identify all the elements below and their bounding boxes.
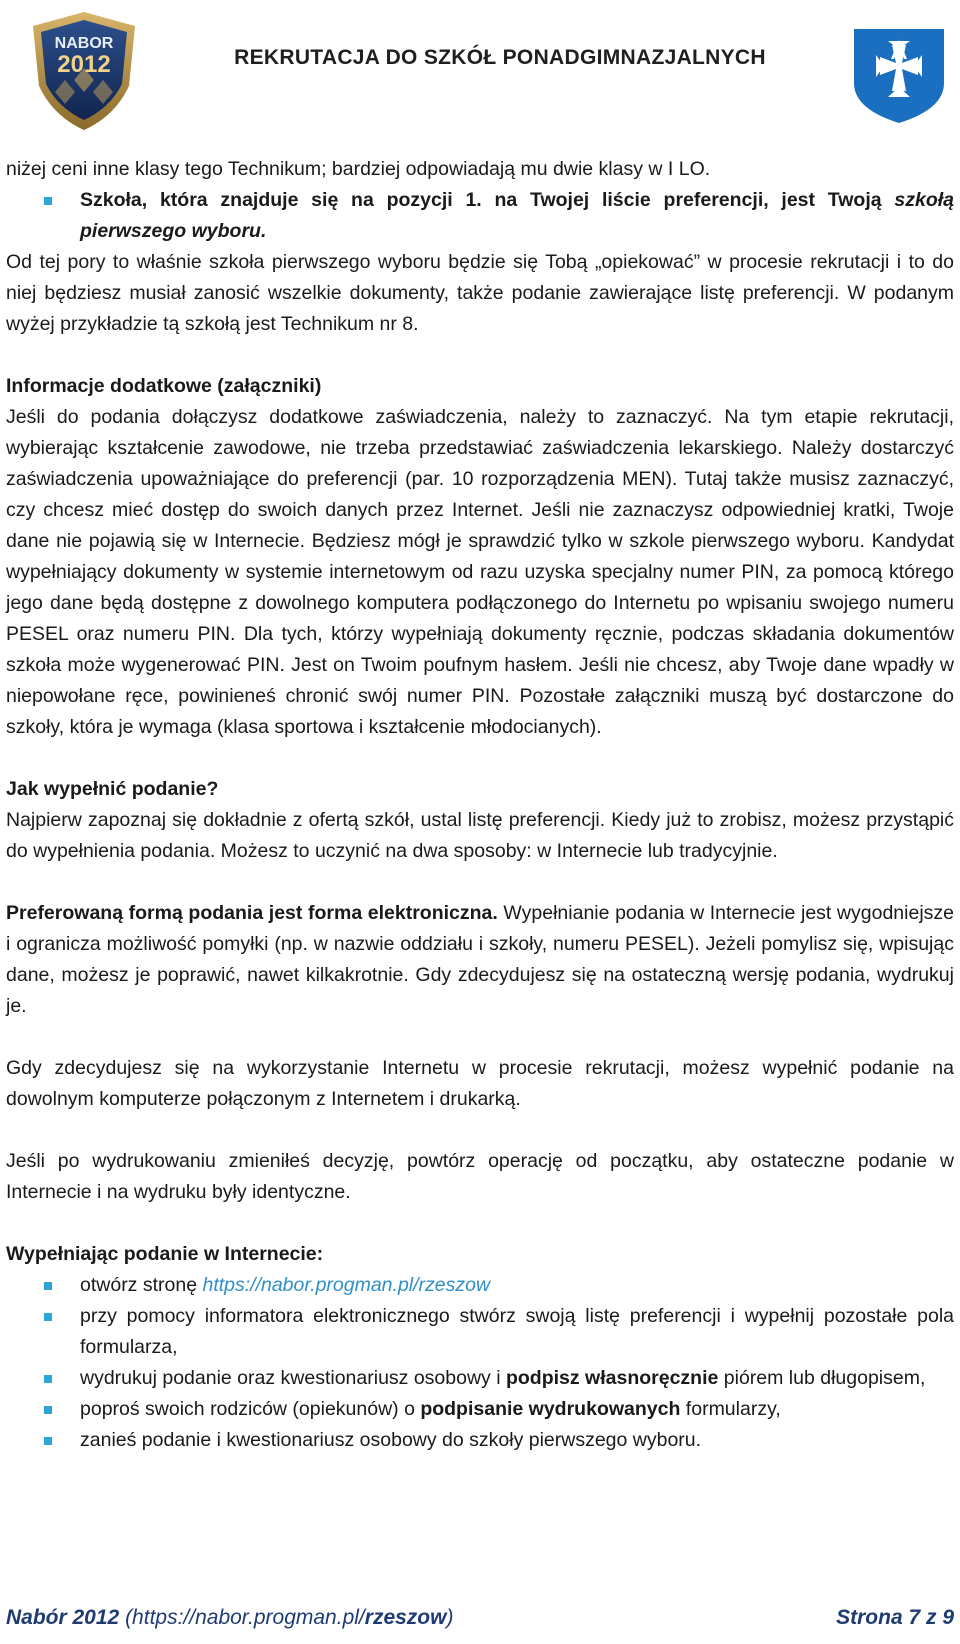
- list-item-text: poproś swoich rodziców (opiekunów) o: [80, 1398, 421, 1420]
- footer-source: [6, 1606, 453, 1629]
- list-item-text: otwórz stronę: [80, 1274, 203, 1296]
- paragraph-electronic-form: [6, 898, 954, 1022]
- paragraph: Jeśli do podania dołączysz dodatkowe zaświadczenia, należy to zaznaczyć. Na tym etapie rekrutacji, wybierając kształcenie zawodowe, nie trzeba przedstawiać zaświadczenia lekarskiego. Należy dostarczyć zaświadczenia upoważniające do preferencji (par. 10 rozporządzenia MEN). Tutaj także musisz zaznaczyć, czy chcesz mieć dostęp do swoich danych przez Internet. Jeśli nie zaznaczysz odpowiedniej kratki, Twoje dane nie pojawią się w Internecie. Będziesz mógł je sprawdzić tylko w szkole pierwszego wyboru. Kandydat wypełniający dokumenty w systemie internetowym od razu uzyska specjalny numer PIN, za pomocą którego jego dane będą dostępne z dowolnego komputera podłączonego do Internetu po wpisaniu swojego numeru PESEL oraz numeru PIN. Dla tych, którzy wypełniają dokumenty ręcznie, podczas składania dokumentów szkoła może wygenerować PIN. Jest on Twoim poufnym hasłem. Jeśli nie chcesz, aby Twoje dane wpadły w niepowołane ręce, powinieneś chronić swój numer PIN. Pozostałe załączniki muszą być dostarczone do szkoły, która je wymaga (klasa sportowa i kształcenie młodocianych).: [6, 406, 954, 738]
- footer-url: (https://nabor.progman.pl/: [119, 1606, 365, 1629]
- page-header: [0, 0, 960, 140]
- nabor-2012-logo: [25, 8, 143, 133]
- page-footer: [6, 1606, 954, 1630]
- section-heading-internet: Wypełniając podanie w Internecie:: [6, 1243, 324, 1265]
- bold-lead: Preferowaną formą podania jest forma elektroniczna.: [6, 902, 498, 924]
- list-item: [6, 1270, 954, 1301]
- header-title: REKRUTACJA DO SZKÓŁ PONADGIMNAZJALNYCH: [234, 46, 766, 69]
- bullet-list-internet-steps: [6, 1270, 954, 1456]
- paragraph: Jeśli po wydrukowaniu zmieniłeś decyzję, powtórz operację od początku, aby ostateczne podanie w Internecie i na wydruku były identyczne.: [6, 1150, 954, 1203]
- footer-url-city: rzeszow: [364, 1606, 447, 1629]
- list-item: [6, 1363, 954, 1394]
- list-item: zanieś podanie i kwestionariusz osobowy do szkoły pierwszego wyboru.: [6, 1425, 954, 1456]
- page-number: Strona 7 z 9: [836, 1606, 954, 1629]
- shield-cross-emblem: [850, 25, 948, 125]
- bullet-emphasis: szkołą pierwszego wyboru.: [80, 189, 954, 242]
- list-item: [6, 185, 954, 247]
- bullet-list-first-choice: [6, 185, 954, 247]
- list-item-text: wydrukuj podanie oraz kwestionariusz osobowy i: [80, 1367, 506, 1389]
- nabor-link[interactable]: https://nabor.progman.pl/rzeszow: [202, 1274, 491, 1296]
- paragraph-text: Wypełnianie podania w Internecie jest wygodniejsze i ogranicza możliwość pomyłki (np. w nazwie oddziału i szkoły, numeru PESEL). Jeżeli pomylisz się, wpisując dane, możesz je poprawić, nawet kilkakrotnie. Gdy zdecydujesz się na ostateczną wersję podania, wydrukuj je.: [6, 902, 955, 1017]
- footer-brand: Nabór 2012: [6, 1606, 120, 1629]
- logo-text-nabor: NABOR: [54, 35, 114, 52]
- list-item: przy pomocy informatora elektronicznego stwórz swoją listę preferencji i wypełnij pozostałe pola formularza,: [6, 1301, 954, 1363]
- list-item-bold: podpisanie wydrukowanych: [420, 1398, 681, 1420]
- document-body: [6, 154, 954, 1456]
- list-item: [6, 1394, 954, 1425]
- section-heading-how-to-fill: Jak wypełnić podanie?: [6, 778, 219, 800]
- logo-text-year: 2012: [57, 51, 111, 78]
- list-item-bold: podpisz własnoręcznie: [505, 1367, 719, 1389]
- list-item-text: formularzy,: [680, 1398, 781, 1420]
- list-item-text: piórem lub długopisem,: [718, 1367, 926, 1389]
- footer-url-end: ): [446, 1606, 454, 1629]
- section-heading-attachments: Informacje dodatkowe (załączniki): [6, 375, 322, 397]
- paragraph: niżej ceni inne klasy tego Technikum; bardziej odpowiadają mu dwie klasy w I LO.: [6, 158, 711, 180]
- paragraph: Gdy zdecydujesz się na wykorzystanie Internetu w procesie rekrutacji, możesz wypełnić podanie na dowolnym komputerze połączonym z Internetem i drukarką.: [6, 1057, 954, 1110]
- paragraph: Najpierw zapoznaj się dokładnie z ofertą szkół, ustal listę preferencji. Kiedy już to zrobisz, możesz przystąpić do wypełnienia podania. Możesz to uczynić na dwa sposoby: w Internecie lub tradycyjnie.: [6, 809, 954, 862]
- paragraph: Od tej pory to właśnie szkoła pierwszego wyboru będzie się Tobą „opiekować” w procesie rekrutacji i to do niej będziesz musiał zanosić wszelkie dokumenty, także podanie zawierające listę preferencji. W podanym wyżej przykładzie tą szkołą jest Technikum nr 8.: [6, 251, 954, 335]
- bullet-text: Szkoła, która znajduje się na pozycji 1. na Twojej liście preferencji, jest Twoją: [80, 189, 882, 211]
